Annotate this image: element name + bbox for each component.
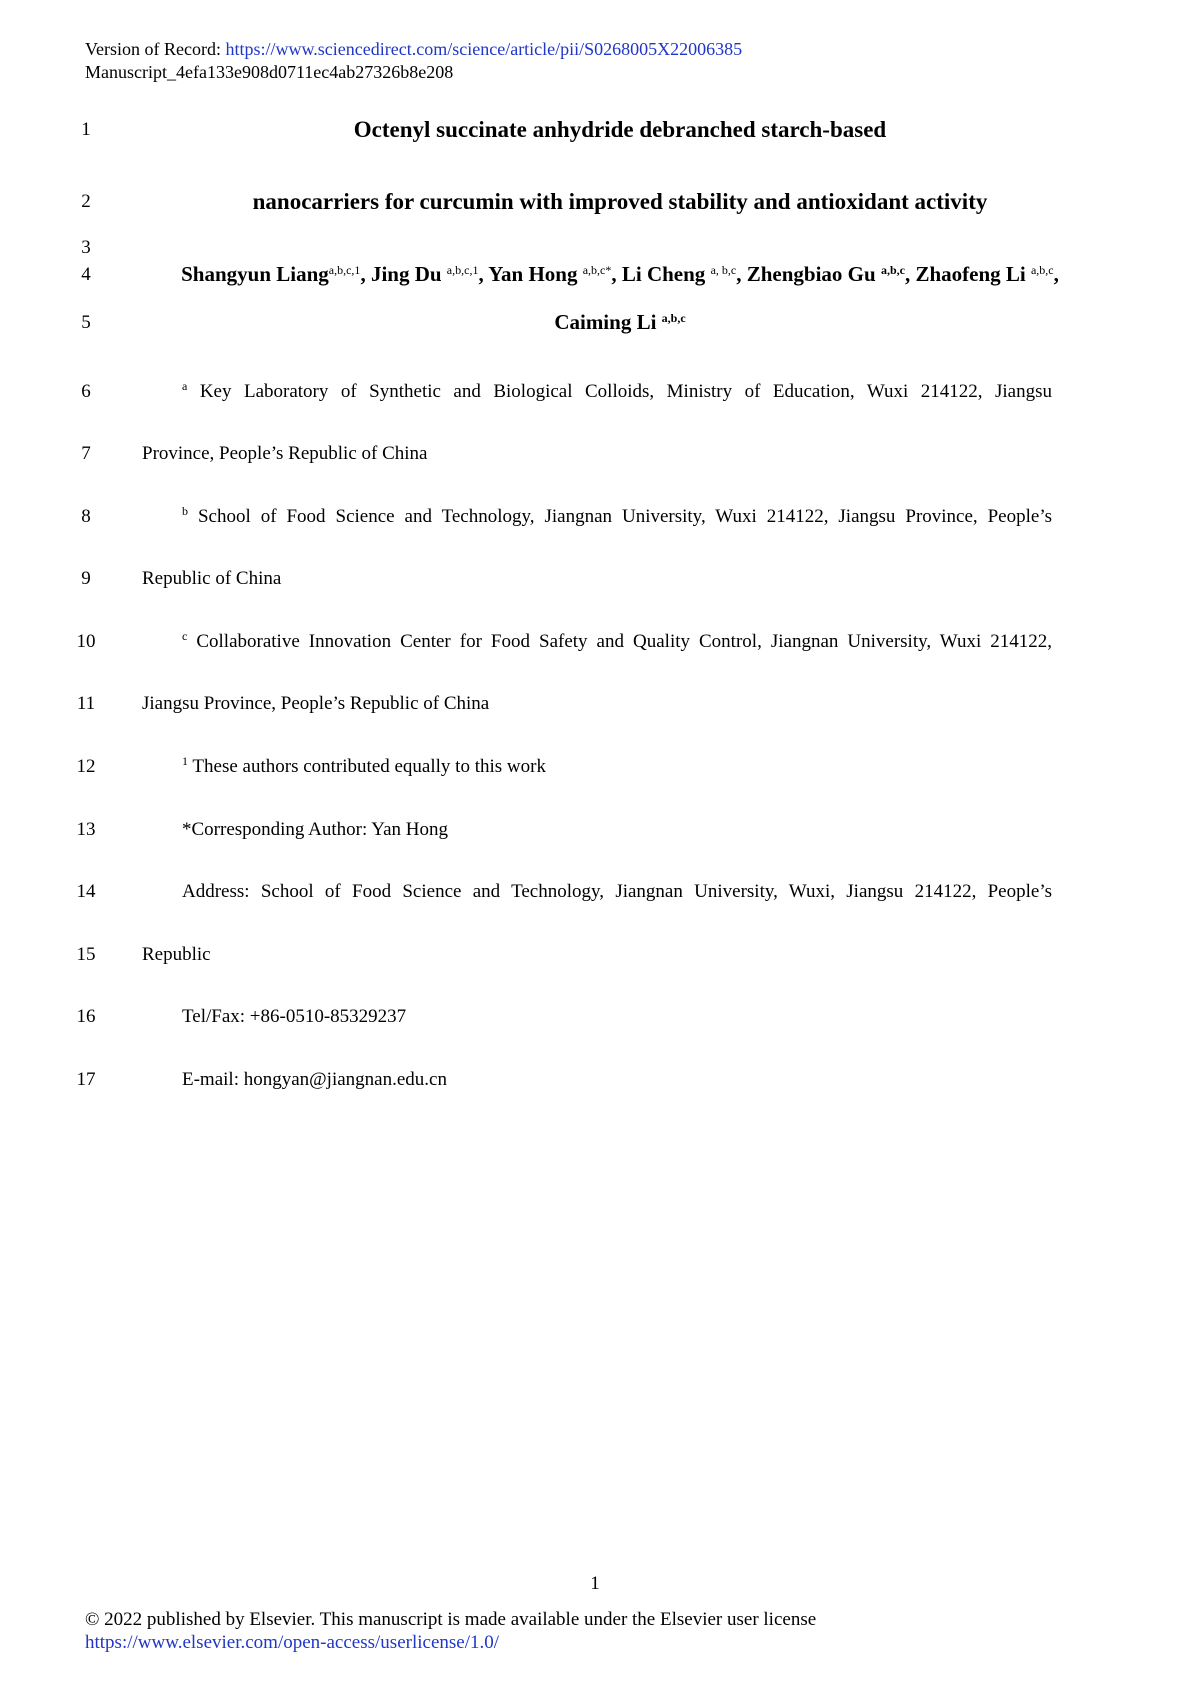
affiliation-b: $^b$ School of Food Science and Technology, Jiangnan University, Wuxi 214122, Jiangsu Province, People’s (182, 504, 1053, 527)
affiliation-c: $^c$ Collaborative Innovation Center for Food Safety and Quality Control, Jiangnan University, Wuxi 214122, (182, 629, 1052, 652)
version-label: Version of Record: (85, 39, 226, 59)
affiliation-a: $^a$ Key Laboratory of Synthetic and Biological Colloids, Ministry of Education, Wuxi 214122, Jiangsu (182, 379, 1052, 402)
license-text: © 2022 published by Elsevier. This manuscript is made available under the Elsevier user license (85, 1609, 817, 1630)
license-url-link[interactable]: https://www.elsevier.com/open-access/userlicense/1.0/ (85, 1632, 500, 1653)
author-affiliation-mark: a,b,c (1030, 263, 1054, 277)
line-number: 17 (76, 1069, 96, 1090)
tel-fax: Tel/Fax: +86-0510-85329237 (182, 1006, 407, 1027)
affiliation-a-continued: Province, People’s Republic of China (142, 443, 428, 464)
affiliation-mark: b (182, 504, 188, 518)
line-number: 2 (81, 191, 91, 212)
author-separator: , (1053, 262, 1059, 286)
author-separator: , (736, 262, 747, 286)
author-separator: , (478, 262, 489, 286)
author-affiliation-mark: a, b,c (710, 263, 737, 277)
line-number: 4 (81, 264, 91, 285)
line-number: 13 (76, 819, 96, 840)
line-number: 9 (81, 568, 91, 589)
line-number: 1 (81, 119, 91, 140)
author-affiliation-mark: a,b,c (880, 263, 905, 277)
corresponding-author: *Corresponding Author: Yan Hong (182, 819, 449, 840)
author-affiliation-mark: a,b,c (661, 311, 686, 325)
line-number: 10 (76, 631, 96, 652)
line-number: 3 (81, 237, 91, 258)
paper-title-line-1: Octenyl succinate anhydride debranched starch-based (353, 117, 887, 142)
affiliation-b-continued: Republic of China (142, 568, 282, 589)
line-number: 16 (76, 1006, 96, 1027)
author-name: Caiming Li (554, 310, 662, 334)
author-list (140, 261, 1100, 287)
author-name: Li Cheng (621, 262, 711, 286)
paper-title-line-2: nanocarriers for curcumin with improved stability and antioxidant activity (252, 189, 988, 214)
line-number: 8 (81, 506, 91, 527)
author-affiliation-mark: a,b,c,1 (446, 263, 479, 277)
affiliation-c-continued: Jiangsu Province, People’s Republic of China (142, 693, 490, 714)
author-list-continued (140, 309, 1100, 335)
author-affiliation-mark: a,b,c* (582, 263, 612, 277)
author-separator: , (904, 262, 916, 286)
affiliation-mark: c (182, 629, 188, 643)
line-number: 15 (76, 944, 96, 965)
page-number: 1 (590, 1573, 600, 1594)
manuscript-id: Manuscript_4efa133e908d0711ec4ab27326b8e208 (85, 62, 454, 82)
line-number: 7 (81, 443, 91, 464)
line-number: 5 (81, 312, 91, 333)
footnote-mark: 1 (182, 754, 188, 768)
author-affiliation-mark: a,b,c,1 (328, 263, 361, 277)
author-name: Jing Du (370, 262, 447, 286)
line-number: 12 (76, 756, 96, 777)
author-separator: , (611, 262, 622, 286)
author-separator: , (360, 262, 371, 286)
address-line-1: Address: School of Food Science and Technology, Jiangnan University, Wuxi, Jiangsu 214122, People’s (182, 881, 1052, 902)
line-number: 11 (76, 693, 96, 714)
affiliation-mark: a (182, 379, 188, 393)
line-number: 14 (76, 881, 96, 902)
author-name: Zhengbiao Gu (746, 262, 881, 286)
address-line-2: Republic (142, 944, 211, 965)
author-name: Shangyun Liang (181, 262, 329, 286)
line-number: 6 (81, 381, 91, 402)
author-name: Zhaofeng Li (915, 262, 1031, 286)
version-url-link[interactable]: https://www.sciencedirect.com/science/article/pii/S0268005X22006385 (225, 39, 743, 59)
version-of-record (85, 38, 742, 60)
equal-contribution-note: $^1$ These authors contributed equally to this work (182, 754, 546, 777)
author-name: Yan Hong (488, 262, 583, 286)
email: E-mail: hongyan@jiangnan.edu.cn (182, 1069, 447, 1090)
